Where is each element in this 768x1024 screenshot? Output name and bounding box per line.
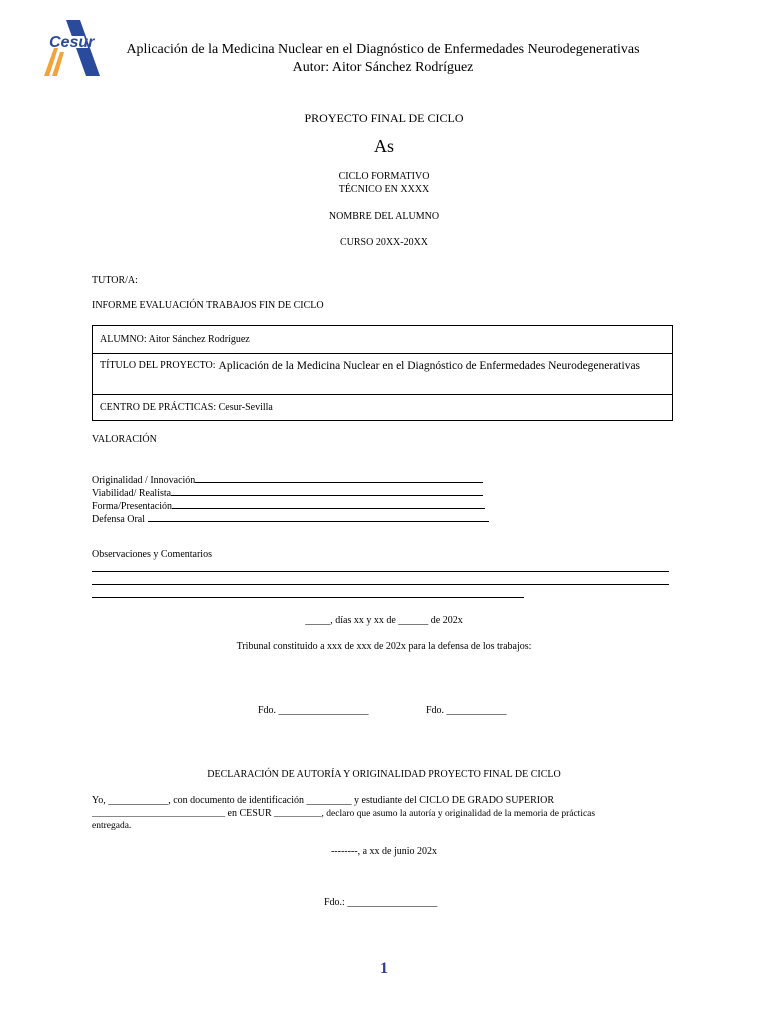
- page-number: 1: [380, 960, 388, 977]
- project-subject: As: [373, 136, 394, 156]
- declaracion-heading: DECLARACIÓN DE AUTORÍA Y ORIGINALIDAD PROYECTO FINAL DE CICLO: [207, 769, 561, 780]
- curso: CURSO 20XX-20XX: [339, 237, 429, 248]
- observaciones-line-1: [92, 571, 669, 572]
- place-date: --------, a xx de junio 202x: [330, 846, 438, 857]
- criterion-originalidad: Originalidad / Innovación: [92, 473, 483, 486]
- info-table: [92, 325, 673, 421]
- criterion-forma: Forma/Presentación: [92, 499, 485, 512]
- tecnico-en: TÉCNICO EN XXXX: [338, 184, 430, 195]
- signature-fdo-1: Fdo. __________________: [258, 705, 369, 716]
- signature-fdo-2: Fdo. ____________: [426, 705, 507, 716]
- table-row-alumno: [93, 326, 672, 354]
- observaciones-label: Observaciones y Comentarios: [92, 549, 212, 560]
- svg-text:Cesur: Cesur: [49, 34, 95, 51]
- observaciones-line-3: [92, 597, 524, 598]
- titulo-label: TÍTULO DEL PROYECTO:: [100, 360, 216, 371]
- valoracion-heading: VALORACIÓN: [92, 434, 157, 445]
- observaciones-line-2: [92, 584, 669, 585]
- declaracion-signature: Fdo.: __________________: [324, 897, 438, 908]
- centro-cell: CENTRO DE PRÁCTICAS: Cesur-Sevilla: [100, 402, 273, 413]
- table-row-centro: [93, 395, 672, 420]
- table-row-titulo: [93, 354, 672, 395]
- project-heading: PROYECTO FINAL DE CICLO: [304, 111, 464, 125]
- alumno-cell: ALUMNO: Aitor Sánchez Rodríguez: [100, 334, 250, 345]
- criterion-defensa: Defensa Oral: [92, 512, 489, 525]
- nombre-alumno: NOMBRE DEL ALUMNO: [328, 211, 440, 222]
- document-header-title: Aplicación de la Medicina Nuclear en el Diagnóstico de Enfermedades Neurodegenerativas: [126, 42, 640, 57]
- informe-heading: INFORME EVALUACIÓN TRABAJOS FIN DE CICLO: [92, 300, 324, 311]
- ciclo-formativo: CICLO FORMATIVO: [338, 171, 430, 182]
- declaracion-line-2: ____________________________ en CESUR __________, declaro que asumo la autoría y originalidad de la memoria de prácticas: [92, 808, 596, 819]
- cesur-logo: [44, 18, 100, 76]
- document-header-author: Autor: Aitor Sánchez Rodríguez: [292, 60, 474, 75]
- tutor-label: TUTOR/A:: [92, 275, 138, 286]
- criterion-viabilidad: Viabilidad/ Realista: [92, 486, 483, 499]
- declaracion-line-3: entregada.: [92, 821, 132, 831]
- date-line: _____, días xx y xx de ______ de 202x: [305, 615, 463, 626]
- declaracion-line-1: Yo, ____________, con documento de identificación _________ y estudiante del CICLO DE GRADO SUPERIOR: [92, 795, 554, 806]
- tribunal-text: Tribunal constituido a xxx de xxx de 202x para la defensa de los trabajos:: [236, 641, 532, 652]
- titulo-value: Aplicación de la Medicina Nuclear en el Diagnóstico de Enfermedades Neurodegenerativas: [218, 360, 641, 372]
